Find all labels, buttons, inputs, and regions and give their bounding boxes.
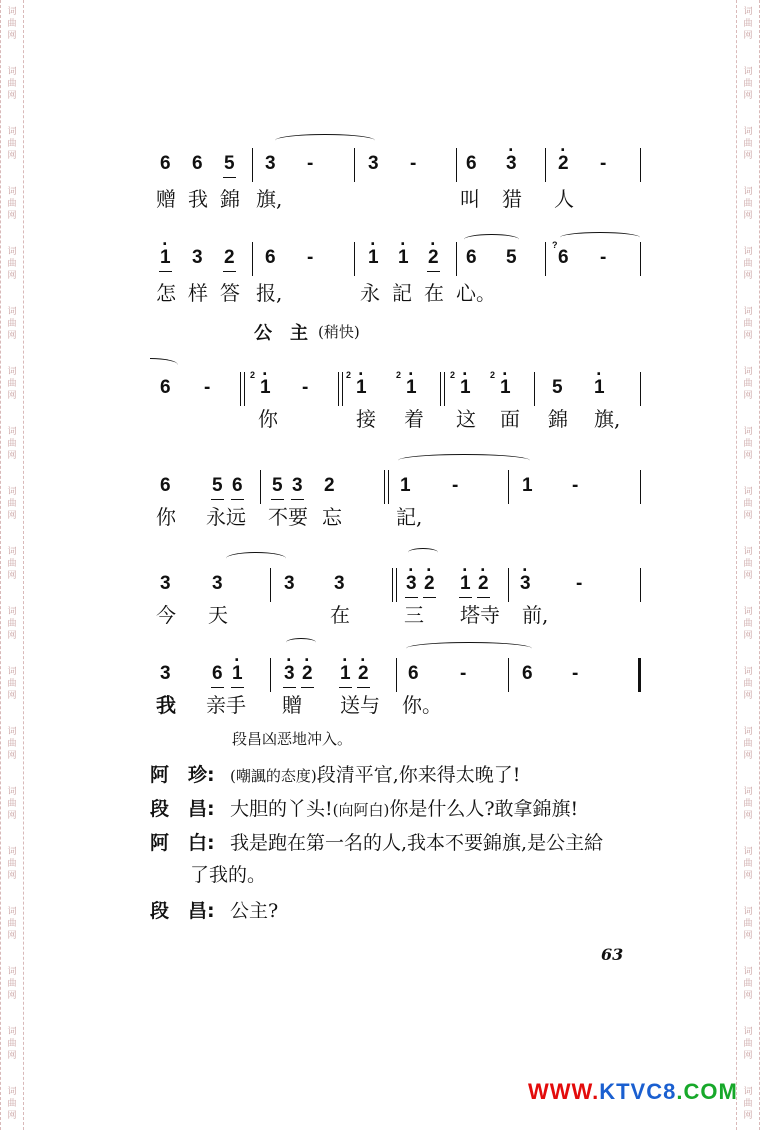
- watermark-glyph: 曲: [7, 259, 17, 269]
- note: 6: [265, 247, 276, 268]
- watermark-glyph: 网: [7, 391, 17, 401]
- note: -: [600, 247, 607, 268]
- note: · 1: [460, 574, 471, 594]
- slur: [560, 232, 640, 243]
- watermark-glyph: 网: [743, 1111, 753, 1121]
- watermark-glyph: 网: [743, 751, 753, 761]
- lyric: 着: [404, 407, 424, 431]
- bar-line: [440, 372, 441, 406]
- watermark-glyph: 网: [7, 931, 17, 941]
- stage-note: (向阿白): [332, 801, 390, 819]
- grace-note: 2: [450, 370, 456, 380]
- note: · 1: [260, 378, 271, 398]
- watermark-glyph: 曲: [7, 679, 17, 689]
- watermark-glyph: 曲: [743, 559, 753, 569]
- note: · 2: [478, 574, 489, 594]
- lyric: 在: [424, 281, 444, 305]
- speaker-name: 段 昌:: [150, 798, 215, 820]
- watermark-glyph: 词: [743, 727, 753, 737]
- lyric: 接: [356, 407, 376, 431]
- note: · 2: [358, 664, 369, 684]
- lyrics-row-6: [0, 694, 760, 724]
- watermark-glyph: 网: [7, 331, 17, 341]
- note: 3: [265, 153, 276, 174]
- lyric: 塔寺: [460, 603, 500, 627]
- watermark-glyph: 词: [7, 967, 17, 977]
- watermark-glyph: 词: [7, 367, 17, 377]
- note: · 1: [500, 378, 511, 398]
- watermark-glyph: 词: [7, 7, 17, 17]
- note: -: [307, 247, 314, 268]
- score-row-3: [0, 370, 760, 410]
- note: 3: [212, 573, 223, 594]
- watermark-glyph: 网: [7, 91, 17, 101]
- watermark-glyph: 网: [7, 1111, 17, 1121]
- grace-note: 2: [250, 370, 256, 380]
- watermark-glyph: 词: [743, 967, 753, 977]
- bar-line: [354, 148, 355, 182]
- bar-line: [338, 372, 339, 406]
- watermark-glyph: 词: [743, 367, 753, 377]
- lyric: 亲手: [206, 693, 246, 717]
- watermark-glyph: 词: [743, 427, 753, 437]
- watermark-glyph: 曲: [743, 979, 753, 989]
- score-row-6: [0, 656, 760, 696]
- note: 6: [160, 377, 171, 398]
- watermark-glyph: 曲: [7, 619, 17, 629]
- watermark-glyph: 网: [743, 331, 753, 341]
- watermark-glyph: 曲: [743, 319, 753, 329]
- lyric: 你: [156, 505, 176, 529]
- watermark-glyph: 网: [743, 991, 753, 1001]
- watermark-glyph: 曲: [743, 199, 753, 209]
- lyric: 旗,: [256, 187, 283, 211]
- watermark-glyph: 曲: [743, 1099, 753, 1109]
- watermark-glyph: 网: [743, 571, 753, 581]
- watermark-glyph: 词: [7, 667, 17, 677]
- watermark-glyph: 网: [743, 691, 753, 701]
- note: 6: [558, 247, 569, 268]
- watermark-glyph: 曲: [743, 259, 753, 269]
- lyric: 記,: [396, 505, 423, 529]
- note: · 3: [506, 154, 517, 174]
- watermark-glyph: 网: [743, 31, 753, 41]
- watermark-glyph: 网: [7, 151, 17, 161]
- lyric: 贈: [282, 693, 302, 717]
- note: · 1: [398, 248, 409, 268]
- watermark-glyph: 网: [743, 931, 753, 941]
- dialogue-line-2: [150, 798, 670, 822]
- watermark-glyph: 曲: [743, 19, 753, 29]
- watermark-glyph: 网: [743, 91, 753, 101]
- watermark-glyph: 词: [7, 1027, 17, 1037]
- note: -: [572, 475, 579, 496]
- note: · 2: [302, 664, 313, 684]
- note: -: [302, 377, 309, 398]
- note: 1: [400, 475, 411, 496]
- watermark-glyph: 词: [7, 847, 17, 857]
- note: · 1: [232, 664, 243, 684]
- dialogue-line-4: [150, 900, 670, 924]
- note: · 1: [340, 664, 351, 684]
- bar-line: [640, 148, 641, 182]
- bar-line: [260, 470, 261, 504]
- note: -: [576, 573, 583, 594]
- bar-line: [545, 148, 546, 182]
- note: 5: [272, 475, 283, 496]
- watermark-glyph: 网: [7, 31, 17, 41]
- lyric: 叫: [460, 187, 480, 211]
- bar-line: [545, 242, 546, 276]
- dialogue-line-1: [150, 764, 670, 788]
- score-row-1: [0, 146, 760, 186]
- grace-note: 2: [346, 370, 352, 380]
- lyric: 不要: [268, 505, 308, 529]
- note: 2: [224, 247, 235, 268]
- lyrics-row-4: [0, 506, 760, 536]
- bar-line: [270, 568, 271, 602]
- watermark-glyph: 词: [743, 907, 753, 917]
- dialogue-text-continued: 了我的。: [190, 864, 267, 886]
- note: -: [572, 663, 579, 684]
- dialogue-text: 段清平官,你来得太晚了!: [316, 764, 521, 786]
- stage-note: (嘲諷的态度): [230, 767, 317, 785]
- watermark-glyph: 网: [7, 271, 17, 281]
- bar-line: [640, 568, 641, 602]
- lyric: 心。: [456, 281, 496, 305]
- slur: [226, 552, 286, 565]
- note: -: [452, 475, 459, 496]
- bar-line: [456, 148, 457, 182]
- watermark-glyph: 词: [7, 727, 17, 737]
- watermark-glyph: 曲: [743, 619, 753, 629]
- watermark-glyph: 网: [7, 631, 17, 641]
- lyric: 旗,: [594, 407, 621, 431]
- watermark-glyph: 词: [7, 427, 17, 437]
- dialogue-text: 公主?: [230, 900, 279, 922]
- note: 6: [160, 153, 171, 174]
- note: 3: [368, 153, 379, 174]
- lyric: 答: [220, 281, 240, 305]
- watermark-glyph: 词: [7, 787, 17, 797]
- note: 5: [224, 153, 235, 174]
- watermark-glyph: 网: [743, 871, 753, 881]
- watermark-glyph: 词: [7, 907, 17, 917]
- note: 5: [552, 377, 563, 398]
- grace-note: ?: [552, 240, 558, 250]
- site-url-watermark: WWW.KTVC8.COM: [528, 1079, 738, 1104]
- watermark-glyph: 曲: [7, 1099, 17, 1109]
- note: · 1: [356, 378, 367, 398]
- lyric: 面: [500, 407, 520, 431]
- note: · 3: [406, 574, 417, 594]
- lyric: 忘: [322, 505, 342, 529]
- watermark-glyph: 词: [743, 247, 753, 257]
- note: 6: [192, 153, 203, 174]
- slur: [406, 642, 532, 655]
- watermark-glyph: 曲: [7, 379, 17, 389]
- bar-line: [392, 568, 393, 602]
- score-row-5: [0, 566, 760, 606]
- watermark-glyph: 网: [7, 691, 17, 701]
- lyric: 赠: [156, 187, 176, 211]
- bar-line: [252, 148, 253, 182]
- watermark-glyph: 曲: [7, 979, 17, 989]
- bar-line: [240, 372, 241, 406]
- watermark-glyph: 网: [7, 211, 17, 221]
- watermark-glyph: 曲: [743, 679, 753, 689]
- watermark-glyph: 曲: [7, 439, 17, 449]
- watermark-glyph: 词: [743, 667, 753, 677]
- watermark-glyph: 网: [743, 211, 753, 221]
- watermark-glyph: 词: [7, 487, 17, 497]
- watermark-glyph: 词: [7, 187, 17, 197]
- watermark-glyph: 词: [743, 67, 753, 77]
- watermark-glyph: 词: [743, 307, 753, 317]
- note: 3: [292, 475, 303, 496]
- note: · 2: [558, 154, 569, 174]
- watermark-glyph: 词: [7, 247, 17, 257]
- bar-line: [270, 658, 271, 692]
- note: 6: [466, 153, 477, 174]
- watermark-glyph: 词: [743, 7, 753, 17]
- watermark-glyph: 曲: [7, 559, 17, 569]
- bar-line: [396, 658, 397, 692]
- watermark-glyph: 词: [7, 127, 17, 137]
- note: · 1: [594, 378, 605, 398]
- bar-line: [384, 470, 385, 504]
- note: 5: [212, 475, 223, 496]
- lyric: 我: [188, 187, 208, 211]
- slur: [408, 548, 438, 557]
- score-row-4: [0, 468, 760, 508]
- slur: [286, 638, 316, 647]
- watermark-glyph: 网: [7, 1051, 17, 1061]
- watermark-glyph: 网: [743, 451, 753, 461]
- watermark-glyph: 词: [743, 1027, 753, 1037]
- watermark-glyph: 网: [7, 751, 17, 761]
- watermark-glyph: 网: [7, 571, 17, 581]
- lyric: 記: [392, 281, 412, 305]
- watermark-glyph: 曲: [743, 799, 753, 809]
- dialogue-line-3: [150, 832, 670, 888]
- watermark-glyph: 网: [7, 811, 17, 821]
- slur: [398, 454, 530, 467]
- lyric: 在: [330, 603, 350, 627]
- watermark-glyph: 曲: [743, 139, 753, 149]
- watermark-glyph: 曲: [7, 859, 17, 869]
- lyrics-row-1: [0, 188, 760, 218]
- note: 3: [334, 573, 345, 594]
- note: -: [460, 663, 467, 684]
- watermark-glyph: 曲: [7, 139, 17, 149]
- watermark-glyph: 曲: [743, 859, 753, 869]
- watermark-glyph: 网: [7, 451, 17, 461]
- watermark-glyph: 曲: [743, 1039, 753, 1049]
- dialogue-text: 你是什么人?敢拿錦旗!: [389, 798, 579, 820]
- note: 3: [284, 573, 295, 594]
- watermark-glyph: 词: [7, 307, 17, 317]
- note: 2: [324, 475, 335, 496]
- bar-line: [252, 242, 253, 276]
- lyric: 送与: [340, 693, 380, 717]
- note: -: [410, 153, 417, 174]
- score-row-2: [0, 240, 760, 280]
- page-number: 63: [601, 945, 624, 964]
- grace-note: 2: [490, 370, 496, 380]
- watermark-glyph: 网: [743, 811, 753, 821]
- watermark-glyph: 网: [743, 391, 753, 401]
- bar-line: [534, 372, 535, 406]
- lyric: 永: [360, 281, 380, 305]
- lyrics-row-3: [0, 408, 760, 438]
- note: · 1: [406, 378, 417, 398]
- bar-line: [640, 470, 641, 504]
- watermark-glyph: 曲: [743, 379, 753, 389]
- lyric: 这: [456, 407, 476, 431]
- watermark-glyph: 曲: [7, 739, 17, 749]
- watermark-glyph: 曲: [7, 319, 17, 329]
- lyric: 永远: [206, 505, 246, 529]
- watermark-glyph: 曲: [743, 499, 753, 509]
- bar-line: [508, 568, 509, 602]
- dialogue-text: 我是跑在第一名的人,我本不要錦旗,是公主給: [230, 832, 604, 854]
- note: · 2: [428, 248, 439, 268]
- watermark-glyph: 网: [743, 151, 753, 161]
- lyric: 猎: [502, 187, 522, 211]
- watermark-glyph: 曲: [743, 439, 753, 449]
- note: · 1: [368, 248, 379, 268]
- lyric: 你。: [402, 693, 442, 717]
- speaker-name: 阿 珍:: [150, 764, 215, 786]
- watermark-glyph: 词: [743, 847, 753, 857]
- note: 6: [408, 663, 419, 684]
- section-label: 公 主: [254, 323, 308, 344]
- note: -: [204, 377, 211, 398]
- slur: [275, 134, 375, 147]
- watermark-glyph: 网: [743, 511, 753, 521]
- watermark-glyph: 网: [7, 511, 17, 521]
- note: -: [600, 153, 607, 174]
- speaker-name: 段 昌:: [150, 900, 215, 922]
- bar-line: [640, 242, 641, 276]
- slur: [464, 234, 519, 245]
- bar-line: [508, 658, 509, 692]
- lyric: 錦: [220, 187, 240, 211]
- note: 3: [192, 247, 203, 268]
- watermark-glyph: 词: [743, 127, 753, 137]
- note: 3: [160, 663, 171, 684]
- watermark-glyph: 曲: [743, 919, 753, 929]
- watermark-glyph: 曲: [7, 79, 17, 89]
- note: 6: [466, 247, 477, 268]
- watermark-glyph: 词: [7, 547, 17, 557]
- lyric: 人: [554, 187, 574, 211]
- watermark-glyph: 词: [7, 607, 17, 617]
- watermark-glyph: 曲: [7, 19, 17, 29]
- lyric: 我: [156, 693, 176, 717]
- note: · 1: [460, 378, 471, 398]
- dialogue-text: 大胆的丫头!: [230, 798, 333, 820]
- watermark-glyph: 网: [7, 991, 17, 1001]
- slur: [150, 358, 178, 365]
- watermark-glyph: 网: [7, 871, 17, 881]
- note: 3: [160, 573, 171, 594]
- watermark-glyph: 词: [743, 547, 753, 557]
- watermark-glyph: 曲: [7, 799, 17, 809]
- note: 6: [212, 663, 223, 684]
- bar-line: [638, 658, 641, 692]
- watermark-glyph: 曲: [7, 199, 17, 209]
- watermark-glyph: 曲: [7, 499, 17, 509]
- watermark-glyph: 词: [7, 1087, 17, 1097]
- lyric: 报,: [256, 281, 283, 305]
- tempo-marking: (稍快): [318, 323, 360, 341]
- watermark-glyph: 网: [743, 631, 753, 641]
- watermark-glyph: 曲: [7, 1039, 17, 1049]
- lyric: 你: [258, 407, 278, 431]
- speaker-name: 阿 白:: [150, 832, 215, 854]
- watermark-glyph: 网: [743, 1051, 753, 1061]
- bar-line: [456, 242, 457, 276]
- watermark-glyph: 词: [7, 67, 17, 77]
- watermark-glyph: 曲: [743, 739, 753, 749]
- note: 1: [522, 475, 533, 496]
- note: -: [307, 153, 314, 174]
- lyrics-row-5: [0, 604, 760, 634]
- bar-line: [640, 372, 641, 406]
- watermark-glyph: 词: [743, 607, 753, 617]
- note: 6: [160, 475, 171, 496]
- stage-direction: 段昌凶恶地冲入。: [232, 730, 353, 748]
- watermark-glyph: 词: [743, 487, 753, 497]
- watermark-glyph: 词: [743, 787, 753, 797]
- lyric: 怎: [156, 281, 176, 305]
- watermark-glyph: 词: [743, 187, 753, 197]
- note: · 3: [284, 664, 295, 684]
- watermark-glyph: 网: [743, 271, 753, 281]
- bar-line: [354, 242, 355, 276]
- note: 6: [522, 663, 533, 684]
- lyric: 前,: [522, 603, 549, 627]
- watermark-glyph: 曲: [7, 919, 17, 929]
- lyric: 天: [208, 603, 228, 627]
- note: · 3: [520, 574, 531, 594]
- lyric: 样: [188, 281, 208, 305]
- note: 5: [506, 247, 517, 268]
- note: 6: [232, 475, 243, 496]
- note: · 1: [160, 248, 171, 268]
- watermark-glyph: 曲: [743, 79, 753, 89]
- lyrics-row-2: [0, 282, 760, 312]
- lyric: 今: [156, 603, 176, 627]
- grace-note: 2: [396, 370, 402, 380]
- lyric: 三: [404, 603, 424, 627]
- watermark-glyph: 词: [743, 1087, 753, 1097]
- bar-line: [508, 470, 509, 504]
- lyric: 錦: [548, 407, 568, 431]
- note: · 2: [424, 574, 435, 594]
